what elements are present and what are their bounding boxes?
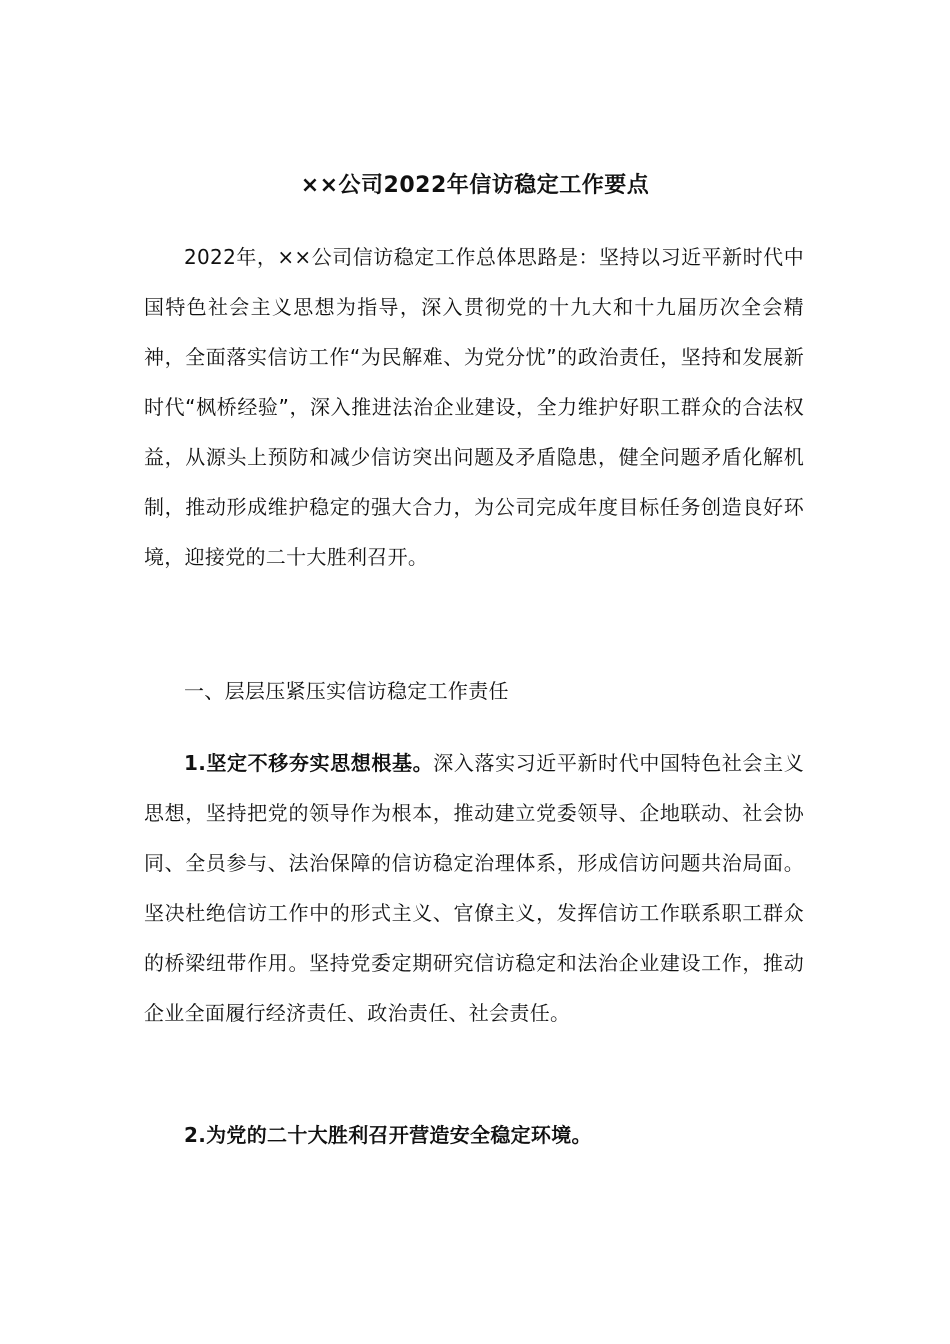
item-1-title: 1.坚定不移夯实思想根基。 (184, 751, 434, 775)
item-2-title: 2.为党的二十大胜利召开营造安全稳定环境。 (184, 1123, 592, 1147)
intro-paragraph: 2022年，××公司信访稳定工作总体思路是：坚持以习近平新时代中国特色社会主义思想为指导，深入贯彻党的十九大和十九届历次全会精神，全面落实信访工作“为民解难、为党分忧”的政治责任，坚持和发展新时代“枫桥经验”，深入推进法治企业建设，全力维护好职工群众的合法权益，从源头上预防和减少信访突出问题及矛盾隐患，健全问题矛盾化解机制，推动形成维护稳定的强大合力，为公司完成年度目标任务创造良好环境，迎接党的二十大胜利召开。 (144, 245, 804, 569)
item-2-paragraph (144, 1110, 804, 1160)
section-heading-1: 一、层层压紧压实信访稳定工作责任 (184, 679, 509, 703)
item-1-body: 深入落实习近平新时代中国特色社会主义思想，坚持把党的领导作为根本，推动建立党委领导、企地联动、社会协同、全员参与、法治保障的信访稳定治理体系，形成信访问题共治局面。坚决杜绝信访工作中的形式主义、官僚主义，发挥信访工作联系职工群众的桥梁纽带作用。坚持党委定期研究信访稳定和法治企业建设工作，推动企业全面履行经济责任、政治责任、社会责任。 (144, 751, 804, 1025)
item-1-paragraph (144, 738, 804, 1038)
document-title: ××公司2022年信访稳定工作要点 (300, 173, 650, 198)
